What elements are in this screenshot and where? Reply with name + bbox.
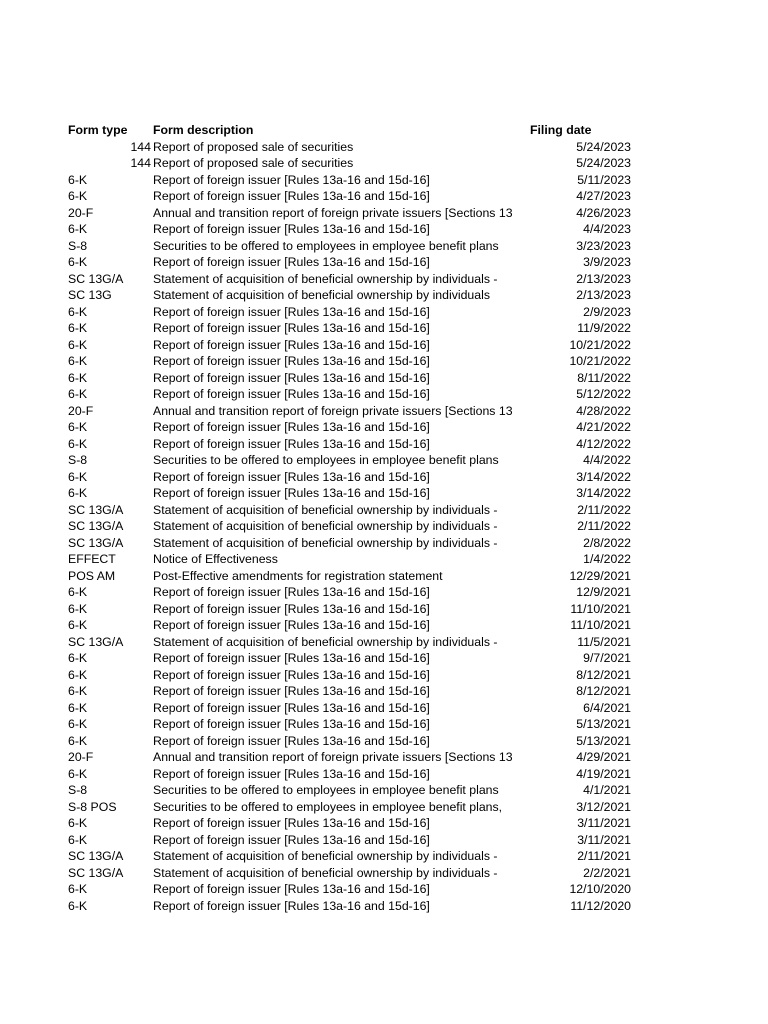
filing-date-cell: 1/4/2022 bbox=[583, 552, 631, 566]
form-description-cell: Annual and transition report of foreign private issuers [Sections 13 bbox=[153, 750, 513, 764]
form-type-cell: 6-K bbox=[68, 172, 88, 187]
table-row bbox=[68, 881, 634, 898]
table-row bbox=[68, 782, 634, 799]
table-row bbox=[68, 337, 634, 354]
form-description-header: Form description bbox=[153, 123, 254, 137]
filing-date-cell: 8/12/2021 bbox=[576, 667, 631, 682]
table-row bbox=[68, 419, 634, 436]
table-row bbox=[68, 403, 634, 420]
table-row bbox=[68, 799, 634, 816]
table-row bbox=[68, 535, 634, 552]
form-description-cell: Report of foreign issuer [Rules 13a-16 and 15d-16] bbox=[153, 354, 430, 368]
form-type-cell: 6-K bbox=[68, 420, 88, 434]
form-description-cell: Report of foreign issuer [Rules 13a-16 and 15d-16] bbox=[153, 766, 430, 781]
filing-date-cell: 11/12/2020 bbox=[570, 898, 631, 913]
form-description-cell: Report of foreign issuer [Rules 13a-16 and 15d-16] bbox=[153, 898, 430, 913]
form-type-cell: S-8 POS bbox=[68, 799, 117, 814]
form-description-cell: Statement of acquisition of beneficial ownership by individuals - bbox=[153, 849, 498, 863]
filing-date-cell: 4/29/2021 bbox=[576, 750, 631, 764]
form-description-cell: Securities to be offered to employees in employee benefit plans bbox=[153, 238, 499, 253]
form-type-cell: 6-K bbox=[68, 222, 88, 236]
form-type-header: Form type bbox=[68, 123, 128, 137]
filing-date-cell: 2/11/2021 bbox=[577, 849, 631, 863]
form-type-cell: SC 13G/A bbox=[68, 502, 124, 517]
table-row bbox=[68, 304, 634, 321]
form-type-cell: 6-K bbox=[68, 684, 88, 698]
form-description-cell: Statement of acquisition of beneficial ownership by individuals - bbox=[153, 535, 498, 550]
filing-date-cell: 4/4/2023 bbox=[583, 222, 631, 236]
form-type-cell: 6-K bbox=[68, 469, 88, 484]
form-type-cell: 6-K bbox=[68, 700, 88, 715]
form-type-cell: 6-K bbox=[68, 651, 88, 665]
table-row bbox=[68, 865, 634, 882]
table-row bbox=[68, 832, 634, 849]
table-row bbox=[68, 254, 634, 271]
filing-date-cell: 2/13/2023 bbox=[576, 288, 631, 302]
form-description-cell: Report of foreign issuer [Rules 13a-16 and 15d-16] bbox=[153, 486, 430, 500]
filing-date-cell: 4/1/2021 bbox=[583, 783, 631, 797]
form-description-cell: Report of foreign issuer [Rules 13a-16 and 15d-16] bbox=[153, 304, 430, 319]
filing-date-cell: 5/24/2023 bbox=[576, 156, 631, 170]
form-description-cell: Report of foreign issuer [Rules 13a-16 and 15d-16] bbox=[153, 700, 430, 715]
form-type-cell: 144 bbox=[130, 156, 151, 170]
form-type-cell: 6-K bbox=[68, 898, 88, 913]
form-type-cell: SC 13G/A bbox=[68, 535, 124, 550]
table-row bbox=[68, 485, 634, 502]
form-type-cell: SC 13G/A bbox=[68, 865, 124, 880]
form-description-cell: Securities to be offered to employees in employee benefit plans, bbox=[153, 799, 503, 814]
form-type-cell: 6-K bbox=[68, 354, 88, 368]
form-description-cell: Report of foreign issuer [Rules 13a-16 and 15d-16] bbox=[153, 585, 430, 599]
form-description-cell: Report of foreign issuer [Rules 13a-16 and 15d-16] bbox=[153, 684, 430, 698]
form-description-cell: Report of foreign issuer [Rules 13a-16 and 15d-16] bbox=[153, 601, 430, 616]
form-description-cell: Report of foreign issuer [Rules 13a-16 and 15d-16] bbox=[153, 436, 430, 451]
form-type-cell: 6-K bbox=[68, 370, 88, 385]
form-type-cell: 6-K bbox=[68, 486, 88, 500]
filing-date-cell: 9/7/2021 bbox=[583, 651, 631, 665]
table-row bbox=[68, 733, 634, 750]
form-type-cell: POS AM bbox=[68, 568, 116, 583]
table-body bbox=[68, 139, 634, 915]
form-type-cell: S-8 bbox=[68, 238, 88, 253]
form-type-cell: 6-K bbox=[68, 387, 88, 401]
table-row bbox=[68, 139, 634, 156]
form-description-cell: Report of foreign issuer [Rules 13a-16 and 15d-16] bbox=[153, 321, 430, 335]
filing-date-cell: 2/2/2021 bbox=[583, 865, 631, 880]
filing-date-cell: 4/19/2021 bbox=[576, 766, 631, 781]
table-row bbox=[68, 634, 634, 651]
table-row bbox=[68, 238, 634, 255]
filing-date-cell: 4/4/2022 bbox=[583, 453, 631, 467]
table-row bbox=[68, 172, 634, 189]
form-type-cell: 6-K bbox=[68, 816, 88, 830]
form-description-cell: Report of foreign issuer [Rules 13a-16 and 15d-16] bbox=[153, 733, 430, 748]
filing-date-cell: 2/9/2023 bbox=[583, 304, 631, 319]
table-row bbox=[68, 221, 634, 238]
table-row bbox=[68, 551, 634, 568]
form-description-cell: Annual and transition report of foreign private issuers [Sections 13 bbox=[153, 403, 513, 418]
form-description-cell: Securities to be offered to employees in employee benefit plans bbox=[153, 783, 499, 797]
table-row bbox=[68, 617, 634, 634]
table-row bbox=[68, 205, 634, 222]
filing-date-cell: 4/12/2022 bbox=[576, 436, 631, 451]
form-type-cell: 6-K bbox=[68, 304, 88, 319]
table-row bbox=[68, 287, 634, 304]
form-description-cell: Report of foreign issuer [Rules 13a-16 and 15d-16] bbox=[153, 255, 430, 269]
filing-date-cell: 3/14/2022 bbox=[576, 486, 631, 500]
table-row bbox=[68, 815, 634, 832]
form-type-cell: S-8 bbox=[68, 453, 88, 467]
form-description-cell: Statement of acquisition of beneficial ownership by individuals - bbox=[153, 865, 498, 880]
form-description-cell: Report of foreign issuer [Rules 13a-16 and 15d-16] bbox=[153, 832, 430, 847]
filing-date-cell: 5/11/2023 bbox=[577, 172, 631, 187]
form-description-cell: Report of foreign issuer [Rules 13a-16 and 15d-16] bbox=[153, 337, 430, 352]
form-description-cell: Annual and transition report of foreign private issuers [Sections 13 bbox=[153, 205, 513, 220]
form-type-cell: 6-K bbox=[68, 255, 88, 269]
table-row bbox=[68, 667, 634, 684]
filing-date-cell: 4/21/2022 bbox=[576, 420, 631, 434]
filing-date-cell: 5/12/2022 bbox=[576, 387, 631, 401]
form-type-cell: 20-F bbox=[68, 750, 94, 764]
filing-date-cell: 4/28/2022 bbox=[576, 403, 631, 418]
table-row bbox=[68, 700, 634, 717]
table-row bbox=[68, 766, 634, 783]
form-description-cell: Report of proposed sale of securities bbox=[153, 139, 354, 154]
filing-date-header: Filing date bbox=[530, 123, 592, 137]
filing-date-cell: 12/10/2020 bbox=[569, 882, 631, 896]
form-type-cell: SC 13G bbox=[68, 288, 112, 302]
form-type-cell: 6-K bbox=[68, 601, 88, 616]
form-type-cell: 6-K bbox=[68, 337, 88, 352]
form-description-cell: Notice of Effectiveness bbox=[153, 552, 278, 566]
form-type-cell: 20-F bbox=[68, 205, 94, 220]
table-row bbox=[68, 386, 634, 403]
filing-date-cell: 11/5/2021 bbox=[577, 634, 631, 649]
table-row bbox=[68, 518, 634, 535]
form-type-cell: EFFECT bbox=[68, 552, 116, 566]
form-description-cell: Post-Effective amendments for registration statement bbox=[153, 568, 443, 583]
form-description-cell: Report of foreign issuer [Rules 13a-16 and 15d-16] bbox=[153, 172, 430, 187]
table-row bbox=[68, 370, 634, 387]
table-row bbox=[68, 716, 634, 733]
filing-date-cell: 2/8/2022 bbox=[583, 535, 631, 550]
filing-date-cell: 8/12/2021 bbox=[576, 684, 631, 698]
table-row bbox=[68, 601, 634, 618]
filings-table bbox=[68, 122, 634, 914]
form-type-cell: 6-K bbox=[68, 882, 88, 896]
form-description-cell: Report of foreign issuer [Rules 13a-16 and 15d-16] bbox=[153, 420, 430, 434]
form-type-cell: 6-K bbox=[68, 832, 88, 847]
form-type-cell: 6-K bbox=[68, 717, 88, 731]
form-type-cell: 6-K bbox=[68, 189, 88, 203]
form-description-cell: Report of foreign issuer [Rules 13a-16 and 15d-16] bbox=[153, 882, 430, 896]
filing-date-cell: 2/13/2023 bbox=[576, 271, 631, 286]
form-type-cell: 6-K bbox=[68, 667, 88, 682]
filing-date-cell: 10/21/2022 bbox=[569, 354, 631, 368]
form-description-cell: Report of foreign issuer [Rules 13a-16 and 15d-16] bbox=[153, 816, 430, 830]
form-type-cell: SC 13G/A bbox=[68, 849, 124, 863]
filing-date-cell: 11/10/2021 bbox=[570, 601, 631, 616]
table-row bbox=[68, 271, 634, 288]
form-type-cell: 6-K bbox=[68, 766, 88, 781]
table-row bbox=[68, 469, 634, 486]
form-type-cell: 6-K bbox=[68, 436, 88, 451]
filing-date-cell: 4/27/2023 bbox=[576, 189, 631, 203]
form-type-cell: SC 13G/A bbox=[68, 634, 124, 649]
filing-date-cell: 11/10/2021 bbox=[570, 618, 631, 632]
form-description-cell: Statement of acquisition of beneficial ownership by individuals - bbox=[153, 519, 498, 533]
filing-date-cell: 12/9/2021 bbox=[576, 585, 631, 599]
table-row bbox=[68, 320, 634, 337]
filing-date-cell: 4/26/2023 bbox=[576, 205, 631, 220]
form-description-cell: Report of foreign issuer [Rules 13a-16 and 15d-16] bbox=[153, 618, 430, 632]
form-description-cell: Statement of acquisition of beneficial ownership by individuals - bbox=[153, 502, 498, 517]
form-description-cell: Report of foreign issuer [Rules 13a-16 and 15d-16] bbox=[153, 469, 430, 484]
filing-date-cell: 3/11/2021 bbox=[577, 816, 631, 830]
table-row bbox=[68, 436, 634, 453]
form-description-cell: Report of foreign issuer [Rules 13a-16 and 15d-16] bbox=[153, 667, 430, 682]
table-row bbox=[68, 568, 634, 585]
form-type-cell: SC 13G/A bbox=[68, 519, 124, 533]
filing-date-cell: 3/23/2023 bbox=[576, 238, 631, 253]
filing-date-cell: 3/11/2021 bbox=[577, 832, 631, 847]
form-description-cell: Report of foreign issuer [Rules 13a-16 and 15d-16] bbox=[153, 651, 430, 665]
table-row bbox=[68, 848, 634, 865]
form-description-cell: Statement of acquisition of beneficial ownership by individuals - bbox=[153, 634, 498, 649]
form-type-cell: 20-F bbox=[68, 403, 94, 418]
filing-date-cell: 12/29/2021 bbox=[569, 568, 631, 583]
table-row bbox=[68, 155, 634, 172]
filing-date-cell: 3/9/2023 bbox=[583, 255, 631, 269]
form-description-cell: Report of foreign issuer [Rules 13a-16 and 15d-16] bbox=[153, 717, 430, 731]
form-description-cell: Report of foreign issuer [Rules 13a-16 and 15d-16] bbox=[153, 387, 430, 401]
filing-date-cell: 5/13/2021 bbox=[576, 733, 631, 748]
filing-date-cell: 3/12/2021 bbox=[576, 799, 631, 814]
table-row bbox=[68, 749, 634, 766]
form-description-cell: Report of foreign issuer [Rules 13a-16 and 15d-16] bbox=[153, 222, 430, 236]
table-row bbox=[68, 683, 634, 700]
form-description-cell: Report of foreign issuer [Rules 13a-16 and 15d-16] bbox=[153, 189, 430, 203]
form-type-cell: 144 bbox=[130, 139, 151, 154]
filing-date-cell: 2/11/2022 bbox=[577, 519, 631, 533]
form-description-cell: Statement of acquisition of beneficial ownership by individuals bbox=[153, 288, 490, 302]
form-description-cell: Report of proposed sale of securities bbox=[153, 156, 354, 170]
form-description-cell: Report of foreign issuer [Rules 13a-16 and 15d-16] bbox=[153, 370, 430, 385]
filing-date-cell: 10/21/2022 bbox=[569, 337, 631, 352]
form-type-cell: 6-K bbox=[68, 585, 88, 599]
form-description-cell: Statement of acquisition of beneficial ownership by individuals - bbox=[153, 271, 498, 286]
form-type-cell: 6-K bbox=[68, 733, 88, 748]
table-row bbox=[68, 353, 634, 370]
table-row bbox=[68, 650, 634, 667]
table-row bbox=[68, 188, 634, 205]
filing-date-cell: 6/4/2021 bbox=[583, 700, 631, 715]
header-row bbox=[68, 122, 634, 139]
filing-date-cell: 8/11/2022 bbox=[577, 370, 631, 385]
form-description-cell: Securities to be offered to employees in employee benefit plans bbox=[153, 453, 499, 467]
form-type-cell: S-8 bbox=[68, 783, 88, 797]
filing-date-cell: 5/13/2021 bbox=[576, 717, 631, 731]
filing-date-cell: 2/11/2022 bbox=[577, 502, 631, 517]
filing-date-cell: 11/9/2022 bbox=[577, 321, 631, 335]
filing-date-cell: 3/14/2022 bbox=[576, 469, 631, 484]
form-type-cell: SC 13G/A bbox=[68, 271, 124, 286]
table-row bbox=[68, 898, 634, 915]
form-type-cell: 6-K bbox=[68, 321, 88, 335]
table-row bbox=[68, 584, 634, 601]
table-row bbox=[68, 502, 634, 519]
form-type-cell: 6-K bbox=[68, 618, 88, 632]
table-row bbox=[68, 452, 634, 469]
filing-date-cell: 5/24/2023 bbox=[576, 139, 631, 154]
